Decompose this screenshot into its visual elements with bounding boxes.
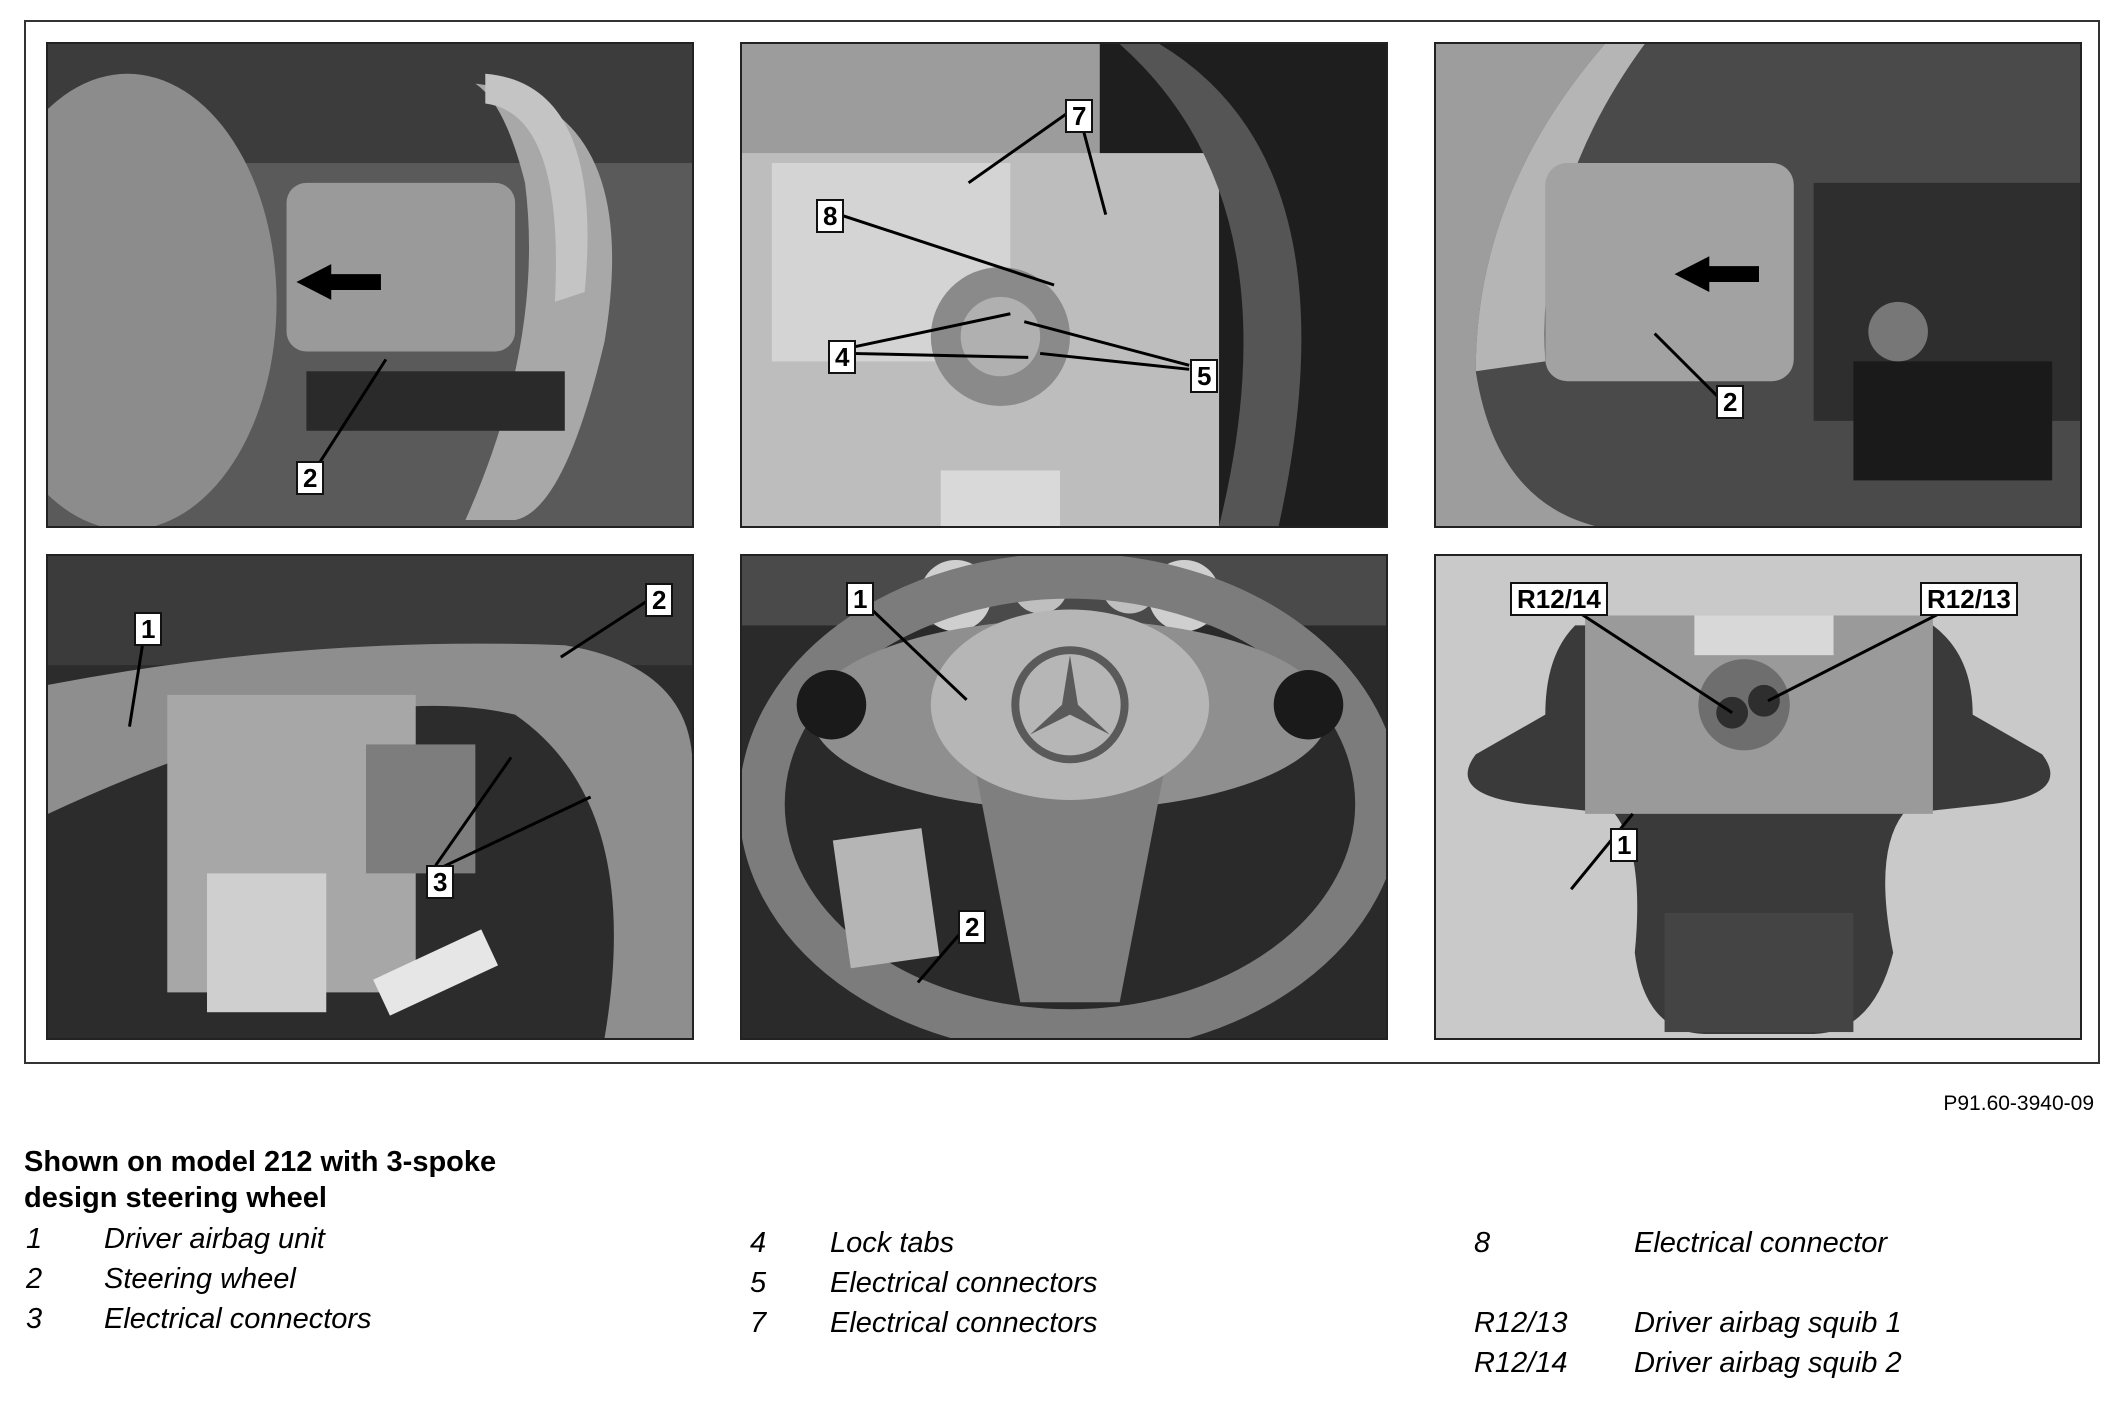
legend-key: 5 [750, 1267, 767, 1299]
legend-text: Electrical connector [1634, 1227, 1888, 1259]
legend-key: 3 [26, 1303, 43, 1335]
callout-3: 3 [426, 865, 454, 899]
steering-column-photo [48, 44, 692, 526]
legend-text: Driver airbag squib 2 [1634, 1347, 1902, 1379]
legend-text: Lock tabs [830, 1227, 955, 1259]
legend-key: 8 [1474, 1227, 1491, 1259]
legend-key: 7 [750, 1307, 767, 1339]
caption-title: Shown on model 212 with 3-spoke design steering wheel [24, 1146, 497, 1214]
callout-r12-14: R12/14 [1510, 582, 1608, 616]
callout-2: 2 [296, 461, 324, 495]
legend-text: Electrical connectors [830, 1267, 1098, 1299]
callout-5: 5 [1190, 359, 1218, 393]
airbag-unit-photo [1436, 556, 2080, 1038]
legend-key: R12/13 [1474, 1307, 1568, 1339]
legend-key: 2 [26, 1263, 43, 1295]
legend-key: R12/14 [1474, 1347, 1568, 1379]
callout-r12-13: R12/13 [1920, 582, 2018, 616]
photo-panel-1 [46, 42, 694, 528]
legend-text: Electrical connectors [830, 1307, 1098, 1339]
legend-text: Driver airbag unit [104, 1223, 325, 1255]
callout-1: 1 [134, 612, 162, 646]
callout-2: 2 [645, 583, 673, 617]
photo-panel-2 [740, 42, 1388, 528]
legend-text: Driver airbag squib 1 [1634, 1307, 1902, 1339]
legend-key: 1 [26, 1223, 43, 1255]
callout-1: 1 [1610, 828, 1638, 862]
photo-panel-3 [1434, 42, 2082, 528]
callout-2: 2 [1716, 385, 1744, 419]
steering-wheel-front-photo [742, 556, 1386, 1038]
airbag-back-photo [742, 44, 1386, 526]
steering-wheel-side-photo [1436, 44, 2080, 526]
callout-2: 2 [958, 910, 986, 944]
photo-panel-5 [740, 554, 1388, 1040]
legend-key: 4 [750, 1227, 767, 1259]
figure-code: P91.60-3940-09 [1943, 1092, 2094, 1115]
callout-8: 8 [816, 199, 844, 233]
legend-text: Steering wheel [104, 1263, 296, 1295]
photo-panel-6 [1434, 554, 2082, 1040]
callout-1: 1 [846, 582, 874, 616]
legend-text: Electrical connectors [104, 1303, 372, 1335]
callout-4: 4 [828, 340, 856, 374]
callout-7: 7 [1065, 99, 1093, 133]
